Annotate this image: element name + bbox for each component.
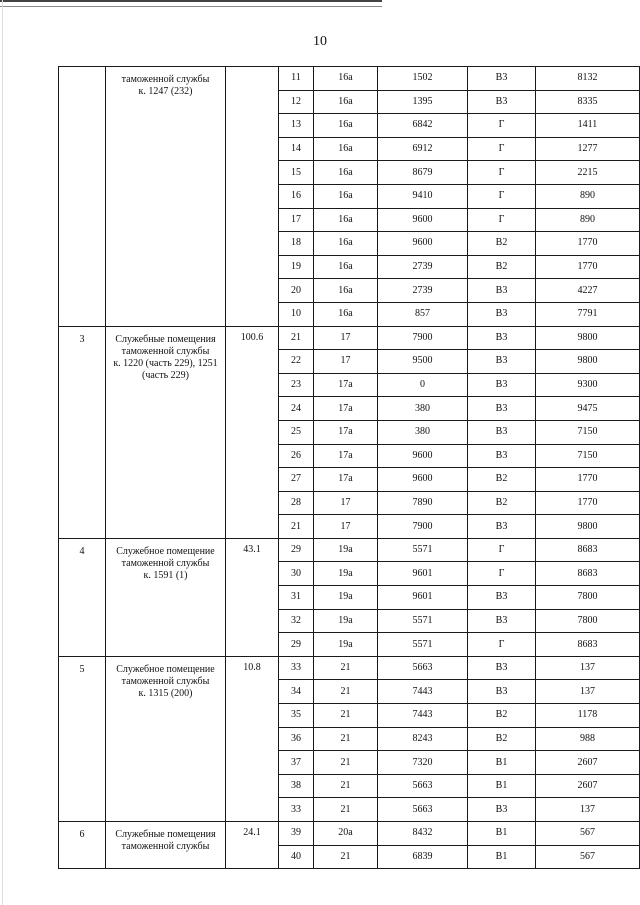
value-cell: 8243: [378, 727, 468, 751]
point-number: 36: [279, 727, 314, 751]
category-cell: В1: [468, 845, 536, 869]
category-cell: В3: [468, 279, 536, 303]
value-cell: 7443: [378, 704, 468, 728]
distance-cell: 1770: [536, 232, 640, 256]
value-cell: 2739: [378, 279, 468, 303]
value-cell: 8679: [378, 161, 468, 185]
distance-cell: 9475: [536, 397, 640, 421]
category-cell: В3: [468, 420, 536, 444]
description-line: Служебные помещения: [115, 829, 216, 840]
line-number: 17а: [314, 420, 378, 444]
distance-cell: 2215: [536, 161, 640, 185]
line-number: 19а: [314, 562, 378, 586]
group-number: 6: [59, 822, 106, 869]
point-number: 29: [279, 633, 314, 657]
area-value: [226, 67, 279, 327]
value-cell: 9500: [378, 350, 468, 374]
premises-description: [106, 538, 226, 656]
category-cell: В2: [468, 491, 536, 515]
header-rule-thin: [0, 6, 382, 7]
category-cell: Г: [468, 137, 536, 161]
line-number: 21: [314, 798, 378, 822]
value-cell: 7900: [378, 515, 468, 539]
value-cell: 5571: [378, 633, 468, 657]
point-number: 13: [279, 114, 314, 138]
line-number: 17а: [314, 468, 378, 492]
distance-cell: 9800: [536, 350, 640, 374]
category-cell: В3: [468, 90, 536, 114]
distance-cell: 1770: [536, 468, 640, 492]
distance-cell: 890: [536, 208, 640, 232]
description-line: к. 1315 (200): [138, 687, 193, 699]
area-value: 100.6: [226, 326, 279, 538]
point-number: 27: [279, 468, 314, 492]
distance-cell: 1770: [536, 255, 640, 279]
line-number: 17а: [314, 397, 378, 421]
premises-description: [106, 326, 226, 538]
table-row: [59, 656, 640, 680]
category-cell: В3: [468, 67, 536, 91]
category-cell: В1: [468, 774, 536, 798]
value-cell: 0: [378, 373, 468, 397]
premises-description: [106, 656, 226, 821]
area-value: 43.1: [226, 538, 279, 656]
point-number: 23: [279, 373, 314, 397]
value-cell: 5571: [378, 538, 468, 562]
category-cell: Г: [468, 538, 536, 562]
category-cell: В3: [468, 798, 536, 822]
point-number: 21: [279, 515, 314, 539]
description-line: таможенной службы: [121, 74, 210, 85]
distance-cell: 988: [536, 727, 640, 751]
category-cell: В2: [468, 255, 536, 279]
line-number: 19а: [314, 609, 378, 633]
line-number: 17: [314, 491, 378, 515]
distance-cell: 1277: [536, 137, 640, 161]
value-cell: 1395: [378, 90, 468, 114]
value-cell: 7900: [378, 326, 468, 350]
category-cell: В3: [468, 302, 536, 326]
point-number: 33: [279, 656, 314, 680]
line-number: 21: [314, 704, 378, 728]
line-number: 16а: [314, 90, 378, 114]
table-row: [59, 822, 640, 846]
line-number: 16а: [314, 279, 378, 303]
distance-cell: 2607: [536, 774, 640, 798]
category-cell: В3: [468, 656, 536, 680]
point-number: 38: [279, 774, 314, 798]
point-number: 16: [279, 184, 314, 208]
value-cell: 857: [378, 302, 468, 326]
area-value: 10.8: [226, 656, 279, 821]
description-line: Служебные помещения: [115, 333, 216, 345]
category-cell: В3: [468, 350, 536, 374]
line-number: 16а: [314, 161, 378, 185]
distance-cell: 8683: [536, 538, 640, 562]
group-number: 5: [59, 656, 106, 821]
line-number: 16а: [314, 232, 378, 256]
distance-cell: 7791: [536, 302, 640, 326]
description-line: таможенной службы: [121, 345, 210, 357]
distance-cell: 1178: [536, 704, 640, 728]
line-number: 17: [314, 515, 378, 539]
description-line: таможенной службы: [121, 841, 210, 852]
point-number: 25: [279, 420, 314, 444]
line-number: 21: [314, 845, 378, 869]
distance-cell: 9800: [536, 326, 640, 350]
distance-cell: 8132: [536, 67, 640, 91]
point-number: 40: [279, 845, 314, 869]
point-number: 31: [279, 586, 314, 610]
distance-cell: 8335: [536, 90, 640, 114]
value-cell: 9600: [378, 208, 468, 232]
distance-cell: 7800: [536, 609, 640, 633]
point-number: 14: [279, 137, 314, 161]
distance-cell: 7150: [536, 420, 640, 444]
value-cell: 9601: [378, 586, 468, 610]
distance-cell: 8683: [536, 633, 640, 657]
value-cell: 6842: [378, 114, 468, 138]
point-number: 33: [279, 798, 314, 822]
point-number: 19: [279, 255, 314, 279]
value-cell: 7443: [378, 680, 468, 704]
distance-cell: 567: [536, 822, 640, 846]
line-number: 16а: [314, 137, 378, 161]
distance-cell: 9300: [536, 373, 640, 397]
category-cell: В3: [468, 680, 536, 704]
category-cell: Г: [468, 114, 536, 138]
line-number: 16а: [314, 184, 378, 208]
value-cell: 2739: [378, 255, 468, 279]
point-number: 20: [279, 279, 314, 303]
distance-cell: 1411: [536, 114, 640, 138]
table-row: [59, 326, 640, 350]
point-number: 29: [279, 538, 314, 562]
point-number: 15: [279, 161, 314, 185]
line-number: 19а: [314, 538, 378, 562]
table-row: [59, 67, 640, 91]
premises-description: [106, 822, 226, 869]
description-line: к. 1591 (1): [143, 569, 188, 581]
line-number: 19а: [314, 633, 378, 657]
value-cell: 9410: [378, 184, 468, 208]
line-number: 21: [314, 727, 378, 751]
point-number: 34: [279, 680, 314, 704]
point-number: 28: [279, 491, 314, 515]
premises-description: [106, 67, 226, 327]
line-number: 21: [314, 751, 378, 775]
category-cell: В3: [468, 373, 536, 397]
category-cell: В1: [468, 822, 536, 846]
distance-cell: 137: [536, 680, 640, 704]
distance-cell: 8683: [536, 562, 640, 586]
description-line: таможенной службы: [121, 675, 210, 687]
category-cell: В3: [468, 444, 536, 468]
value-cell: 5663: [378, 656, 468, 680]
line-number: 21: [314, 680, 378, 704]
line-number: 17: [314, 350, 378, 374]
line-number: 16а: [314, 302, 378, 326]
point-number: 18: [279, 232, 314, 256]
group-number: 3: [59, 326, 106, 538]
category-cell: Г: [468, 161, 536, 185]
description-line: (часть 229): [142, 369, 189, 381]
line-number: 19а: [314, 586, 378, 610]
description-line: Служебное помещение: [116, 545, 215, 557]
category-cell: В3: [468, 586, 536, 610]
table-body: [59, 67, 640, 869]
point-number: 10: [279, 302, 314, 326]
description-line: таможенной службы: [121, 557, 210, 569]
category-cell: В3: [468, 515, 536, 539]
point-number: 22: [279, 350, 314, 374]
value-cell: 5663: [378, 798, 468, 822]
category-cell: В3: [468, 609, 536, 633]
point-number: 37: [279, 751, 314, 775]
line-number: 17а: [314, 373, 378, 397]
distance-cell: 4227: [536, 279, 640, 303]
value-cell: 5571: [378, 609, 468, 633]
category-cell: Г: [468, 208, 536, 232]
line-number: 21: [314, 656, 378, 680]
page-number: 10: [313, 34, 327, 49]
line-number: 17: [314, 326, 378, 350]
distance-cell: 7150: [536, 444, 640, 468]
point-number: 26: [279, 444, 314, 468]
value-cell: 9600: [378, 444, 468, 468]
distance-cell: 137: [536, 798, 640, 822]
description-line: к. 1247 (232): [138, 86, 193, 97]
value-cell: 9601: [378, 562, 468, 586]
line-number: 16а: [314, 255, 378, 279]
value-cell: 6839: [378, 845, 468, 869]
value-cell: 380: [378, 397, 468, 421]
point-number: 12: [279, 90, 314, 114]
table-row: [59, 538, 640, 562]
line-number: 17а: [314, 444, 378, 468]
point-number: 21: [279, 326, 314, 350]
category-cell: В2: [468, 704, 536, 728]
value-cell: 9600: [378, 232, 468, 256]
distance-cell: 2607: [536, 751, 640, 775]
line-number: 20а: [314, 822, 378, 846]
coordinates-table: [58, 66, 640, 869]
scan-edge-line: [2, 0, 3, 905]
value-cell: 1502: [378, 67, 468, 91]
point-number: 24: [279, 397, 314, 421]
category-cell: В1: [468, 751, 536, 775]
value-cell: 9600: [378, 468, 468, 492]
category-cell: Г: [468, 562, 536, 586]
area-value: 24.1: [226, 822, 279, 869]
line-number: 16а: [314, 67, 378, 91]
distance-cell: 9800: [536, 515, 640, 539]
value-cell: 6912: [378, 137, 468, 161]
point-number: 35: [279, 704, 314, 728]
category-cell: В3: [468, 397, 536, 421]
line-number: 21: [314, 774, 378, 798]
line-number: 16а: [314, 208, 378, 232]
point-number: 30: [279, 562, 314, 586]
category-cell: Г: [468, 633, 536, 657]
value-cell: 380: [378, 420, 468, 444]
header-rule: [0, 0, 382, 2]
value-cell: 5663: [378, 774, 468, 798]
point-number: 39: [279, 822, 314, 846]
value-cell: 8432: [378, 822, 468, 846]
distance-cell: 1770: [536, 491, 640, 515]
description-line: к. 1220 (часть 229), 1251: [113, 357, 218, 369]
category-cell: В2: [468, 727, 536, 751]
distance-cell: 137: [536, 656, 640, 680]
value-cell: 7890: [378, 491, 468, 515]
description-line: Служебное помещение: [116, 663, 215, 675]
category-cell: В2: [468, 232, 536, 256]
group-number: 4: [59, 538, 106, 656]
point-number: 17: [279, 208, 314, 232]
category-cell: В3: [468, 326, 536, 350]
distance-cell: 890: [536, 184, 640, 208]
point-number: 32: [279, 609, 314, 633]
category-cell: Г: [468, 184, 536, 208]
value-cell: 7320: [378, 751, 468, 775]
distance-cell: 567: [536, 845, 640, 869]
line-number: 16а: [314, 114, 378, 138]
group-number: [59, 67, 106, 327]
distance-cell: 7800: [536, 586, 640, 610]
category-cell: В2: [468, 468, 536, 492]
point-number: 11: [279, 67, 314, 91]
